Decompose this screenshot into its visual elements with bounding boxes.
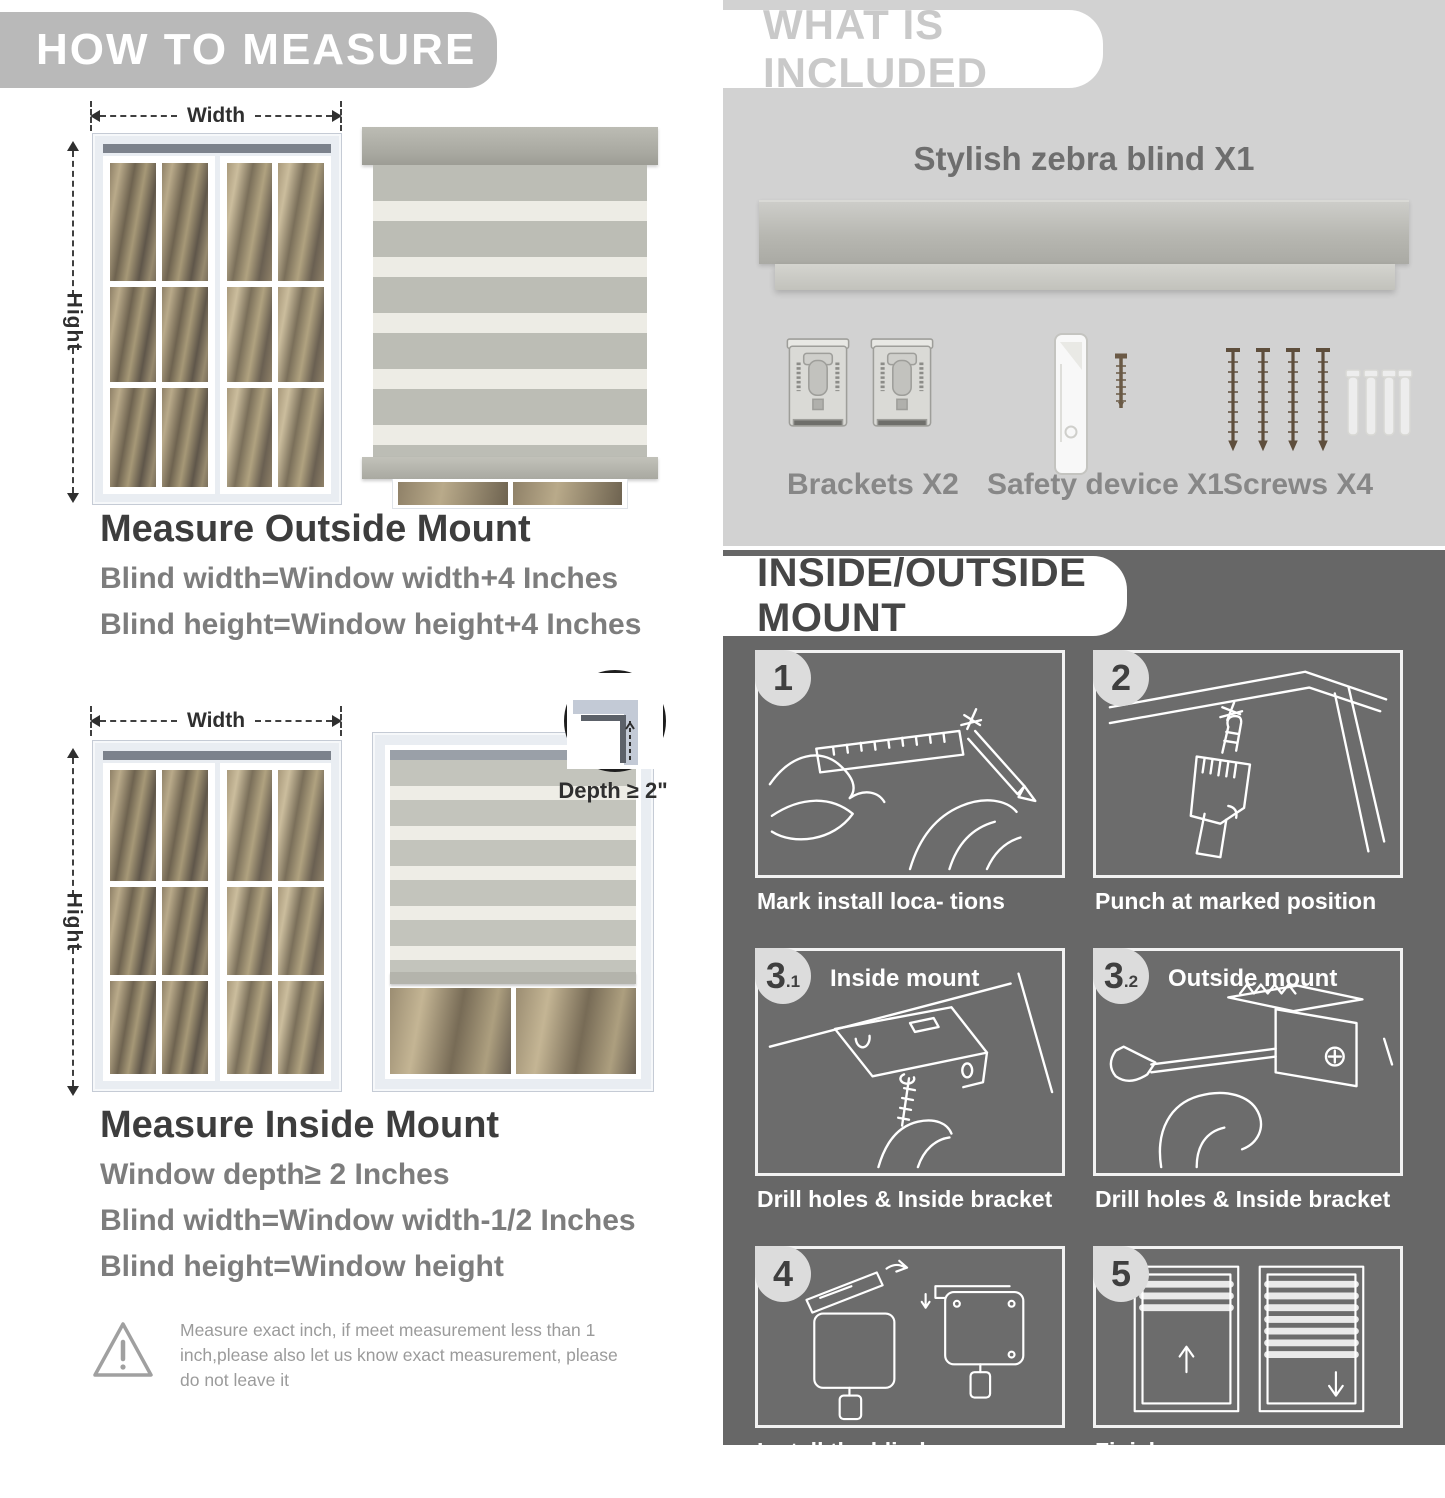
- how-to-measure-header: [0, 12, 497, 88]
- width-arrow: [90, 105, 342, 127]
- inside-formula-width: Blind width=Window width-1/2 Inches: [100, 1204, 636, 1237]
- how-to-measure-title: HOW TO MEASURE: [36, 25, 477, 74]
- step-3-1-card: [755, 948, 1065, 1176]
- window-door: [103, 763, 215, 1081]
- step-3-1-title: Inside mount: [830, 965, 980, 992]
- arrow-down-icon: [67, 1086, 79, 1096]
- height-arrow: [62, 748, 84, 1096]
- step-4: [755, 1246, 1065, 1498]
- step-5: [1093, 1246, 1403, 1498]
- step-2-badge: 2: [1093, 650, 1149, 706]
- step-1-caption: Mark install loca- tions: [757, 888, 1005, 914]
- arrow-down-icon: [67, 493, 79, 503]
- step-3-1: [755, 948, 1065, 1246]
- step-3-2-title: Outside mount: [1168, 965, 1338, 992]
- outside-mount-title: Measure Outside Mount: [100, 508, 531, 550]
- arrow-up-icon: [67, 748, 79, 758]
- product-title: Stylish zebra blind X1: [913, 140, 1255, 177]
- width-label: Width: [186, 104, 246, 127]
- width-arrow: [90, 710, 342, 732]
- step-4-card: [755, 1246, 1065, 1428]
- window-track: [103, 751, 331, 760]
- step-2-card: [1093, 650, 1403, 878]
- measure-warning: [90, 1318, 632, 1393]
- inside-mount-title: Measure Inside Mount: [100, 1104, 500, 1146]
- zebra-blind-illustration: [362, 127, 658, 509]
- height-arrow: [62, 141, 84, 503]
- window-below-blind: [392, 479, 628, 509]
- step-4-caption: Install the blind: [757, 1438, 926, 1464]
- step-3-2-caption: Drill holes & Inside bracket: [1095, 1186, 1391, 1212]
- step-1-card: [755, 650, 1065, 878]
- mount-header: [723, 551, 1127, 640]
- screws-image: [1219, 334, 1409, 479]
- window-below-blind: [390, 988, 636, 1074]
- step-3-1-badge: 3 .1: [755, 948, 811, 1004]
- inside-mount-figure: [60, 698, 700, 1108]
- step-4-badge: 4: [755, 1246, 811, 1302]
- mount-steps-panel: [723, 550, 1445, 1464]
- step-1: [755, 650, 1065, 948]
- mount-steps-grid: [755, 650, 1403, 1498]
- width-label: Width: [186, 709, 246, 732]
- step-3-2-badge: 3 .2: [1093, 948, 1149, 1004]
- step-2: [1093, 650, 1403, 948]
- arrow-up-icon: [67, 141, 79, 151]
- blind-headrail-lip: [775, 264, 1395, 290]
- brackets-label: Brackets X2: [787, 468, 959, 501]
- depth-label: Depth ≥ 2": [558, 778, 668, 803]
- inside-formula-depth: Window depth≥ 2 Inches: [100, 1158, 450, 1191]
- window-door: [103, 156, 215, 494]
- step-3-2-card: [1093, 948, 1403, 1176]
- warning-text: Measure exact inch, if meet measurement less than 1 inch,please also let us know exact measurement, please do not leave it: [180, 1320, 618, 1390]
- what-is-included-panel: [723, 0, 1445, 546]
- safety-device-label: Safety device X1: [987, 468, 1224, 501]
- step-5-card: [1093, 1246, 1403, 1428]
- blind-bottom-rail: [362, 457, 658, 479]
- screws-label: Screws X4: [1223, 468, 1374, 501]
- step-1-badge: 1: [755, 650, 811, 706]
- warning-triangle-icon: [90, 1318, 156, 1382]
- blind-cassette: [362, 127, 658, 165]
- mount-title: INSIDE/OUTSIDE MOUNT: [757, 551, 1087, 640]
- height-label: Hight: [62, 292, 85, 352]
- height-label: Hight: [62, 892, 85, 952]
- safety-device-image: [1023, 330, 1153, 485]
- step-2-caption: Punch at marked position: [1095, 888, 1377, 914]
- bracket-icon: [785, 336, 851, 434]
- window-door: [220, 763, 332, 1081]
- outside-formula-height: Blind height=Window height+4 Inches: [100, 608, 642, 641]
- window-door: [220, 156, 332, 494]
- bracket-icon: [869, 336, 935, 434]
- outside-mount-figure: [60, 103, 675, 518]
- what-is-included-title: WHAT IS INCLUDED: [763, 1, 988, 96]
- step-3-1-caption: Drill holes & Inside bracket: [757, 1186, 1053, 1212]
- inside-formula-height: Blind height=Window height: [100, 1250, 504, 1283]
- brackets-image: [785, 336, 935, 434]
- step-5-badge: 5: [1093, 1246, 1149, 1302]
- window-track: [103, 144, 331, 153]
- blind-bottom-rail: [390, 972, 636, 984]
- step-5-caption: Finish: [1095, 1438, 1163, 1464]
- window-illustration: [92, 133, 342, 505]
- what-is-included-header: [723, 1, 1103, 96]
- blind-stripes: [373, 165, 647, 457]
- outside-formula-width: Blind width=Window width+4 Inches: [100, 562, 619, 595]
- window-illustration: [92, 740, 342, 1092]
- step-3-2: [1093, 948, 1403, 1246]
- depth-magnifier-icon: [564, 670, 666, 772]
- blind-headrail-image: [759, 200, 1409, 264]
